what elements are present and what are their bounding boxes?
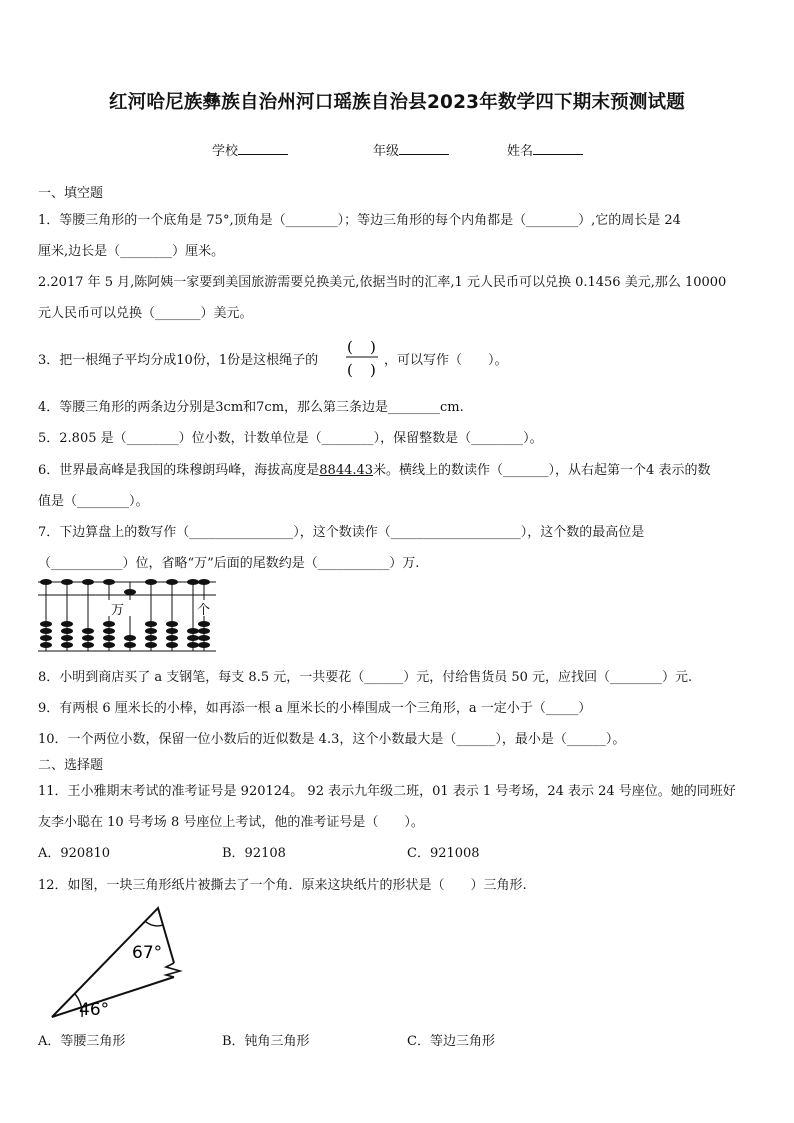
grade-blank[interactable] — [399, 141, 449, 155]
name-blank[interactable] — [533, 141, 583, 155]
grade-field — [373, 140, 449, 159]
svg-text:): ) — [370, 338, 376, 356]
section-heading-fill: 一、填空题 — [38, 186, 104, 201]
torn-triangle-figure — [48, 905, 190, 1019]
abacus-figure — [38, 578, 218, 654]
school-field — [212, 140, 288, 159]
question-3-text-end: ，可以写作（ ）。 — [384, 353, 508, 368]
question-8: 8．小明到商店买了 a 支钢笔，每支 8.5 元，一共要花（______）元，付给售货员 50 元，应找回（________）元. — [38, 670, 693, 685]
question-2-line-1: 2.2017 年 5 月,陈阿姨一家要到美国旅游需要兑换美元,依据当时的汇率,1 元人民币可以兑换 0.1456 美元,那么 10000 — [38, 275, 727, 290]
name-field — [507, 140, 583, 159]
question-11-line-1: 11．王小雅期末考试的准考证号是 920124。 92 表示九年级二班，01 表示 1 号考场，24 表示 24 号座位。她的同班好 — [38, 784, 736, 799]
question-11-option-a[interactable]: A．920810 — [38, 846, 111, 861]
question-9: 9．有两根 6 厘米长的小棒，如再添一根 a 厘米长的小棒围成一个三角形，a 一定小于（_____） — [38, 701, 592, 716]
fraction-blank — [343, 333, 381, 381]
grade-label: 年级 — [373, 144, 400, 159]
question-6-text-b: 米。横线上的数读作（_______），从右起第一个4 表示的数 — [373, 463, 711, 478]
question-2-line-2: 元人民币可以兑换（_______）美元。 — [38, 306, 253, 321]
question-6-height-number: 8844.43 — [319, 463, 374, 478]
school-blank[interactable] — [238, 141, 288, 155]
svg-text:(: ( — [347, 338, 353, 356]
name-label: 姓名 — [507, 144, 534, 159]
angle-label-67: 67° — [132, 943, 163, 963]
question-6-line-1 — [38, 459, 710, 478]
question-1-line-1: 1．等腰三角形的一个底角是 75°,顶角是（________）；等边三角形的每个内角都是（________）,它的周长是 24 — [38, 213, 681, 228]
question-6-line-2: 值是（________）。 — [38, 494, 149, 509]
question-12-line-1: 12．如图，一块三角形纸片被撕去了一个角．原来这块纸片的形状是（ ）三角形. — [38, 878, 527, 893]
angle-label-46: 46° — [79, 1000, 110, 1019]
abacus-label-wan: 万 — [111, 603, 125, 618]
question-11-option-c[interactable]: C．921008 — [407, 846, 480, 861]
question-11-line-2: 友李小聪在 10 号考场 8 号座位上考试，他的准考证号是（ ）。 — [38, 815, 424, 830]
question-12-option-c[interactable]: C．等边三角形 — [407, 1034, 495, 1049]
question-3-text: 3．把一根绳子平均分成10份，1份是这根绳子的 — [38, 353, 319, 368]
question-4: 4．等腰三角形的两条边分别是3cm和7cm，那么第三条边是________cm. — [38, 400, 464, 415]
svg-text:(: ( — [347, 361, 353, 379]
question-5: 5．2.805 是（________）位小数，计数单位是（________），保留整数是（________）。 — [38, 431, 543, 446]
abacus-label-ge: 个 — [197, 603, 211, 618]
school-label: 学校 — [212, 144, 239, 159]
question-7-line-2: （___________）位，省略“万”后面的尾数约是（___________）万. — [38, 556, 420, 571]
question-7-line-1: 7．下边算盘上的数写作（________________），这个数读作（____________________），这个数的最高位是 — [38, 525, 645, 540]
section-heading-choice: 二、选择题 — [38, 758, 104, 773]
question-10: 10．一个两位小数，保留一位小数后的近似数是 4.3，这个小数最大是（______），最小是（______）。 — [38, 732, 626, 747]
question-6-text-a: 6．世界最高峰是我国的珠穆朗玛峰，海拔高度是 — [38, 463, 320, 478]
page-title: 红河哈尼族彝族自治州河口瑶族自治县2023年数学四下期末预测试题 — [109, 92, 685, 113]
svg-text:): ) — [370, 361, 376, 379]
question-12-option-a[interactable]: A．等腰三角形 — [38, 1034, 126, 1049]
question-12-option-b[interactable]: B．钝角三角形 — [222, 1034, 310, 1049]
question-1-line-2: 厘米,边长是（________）厘米。 — [38, 244, 225, 259]
question-11-option-b[interactable]: B．92108 — [222, 846, 286, 861]
